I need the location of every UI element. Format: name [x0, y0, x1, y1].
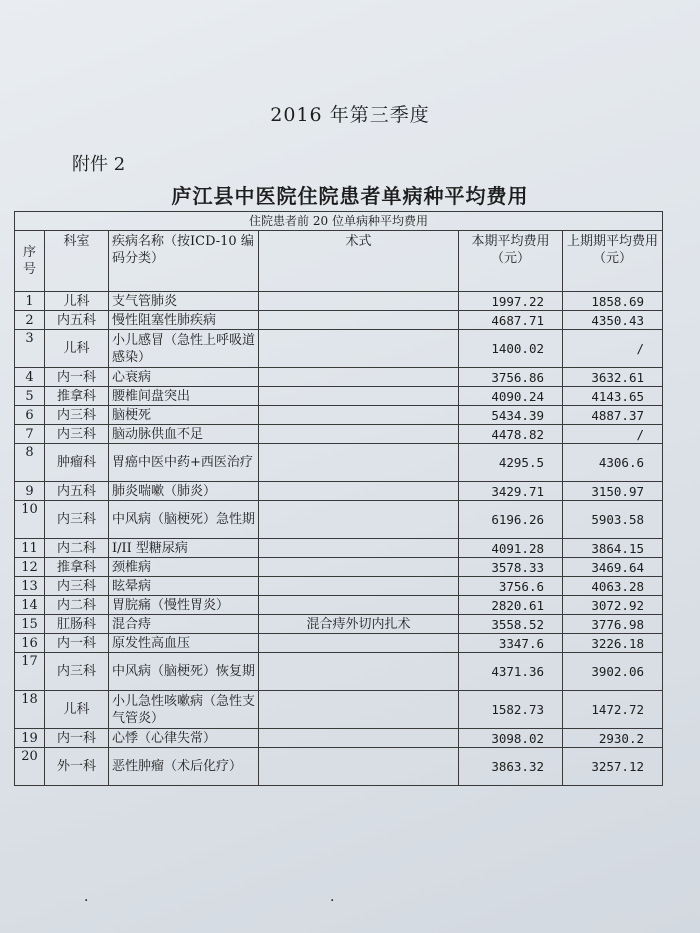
row-operation — [259, 634, 459, 653]
row-disease: 胃癌中医中药+西医治疗 — [109, 444, 259, 482]
attachment-label: 附件 2 — [72, 154, 126, 175]
table-row — [15, 444, 663, 482]
row-current-cost: 1582.73 — [459, 691, 563, 729]
row-index: 20 — [15, 748, 45, 786]
row-operation — [259, 425, 459, 444]
row-operation — [259, 577, 459, 596]
table-row — [15, 558, 663, 577]
quarter-heading: 2016 年第三季度 — [270, 104, 430, 126]
row-disease: 心衰病 — [109, 368, 259, 387]
row-dept: 内三科 — [45, 577, 109, 596]
row-dept: 内二科 — [45, 596, 109, 615]
row-index: 7 — [15, 425, 45, 444]
row-previous-cost: 1858.69 — [563, 292, 663, 311]
row-previous-cost: 3776.98 — [563, 615, 663, 634]
row-disease: 脑动脉供血不足 — [109, 425, 259, 444]
row-disease: 眩晕病 — [109, 577, 259, 596]
row-dept: 儿科 — [45, 691, 109, 729]
row-index: 13 — [15, 577, 45, 596]
row-disease: 小儿感冒（急性上呼吸道感染） — [109, 330, 259, 368]
row-previous-cost: / — [563, 425, 663, 444]
table-caption: 住院患者前 20 位单病种平均费用 — [15, 212, 663, 231]
row-index: 11 — [15, 539, 45, 558]
row-disease: 肺炎喘嗽（肺炎） — [109, 482, 259, 501]
table-row — [15, 615, 663, 634]
row-current-cost: 4090.24 — [459, 387, 563, 406]
row-index: 16 — [15, 634, 45, 653]
row-current-cost: 3756.86 — [459, 368, 563, 387]
row-disease: 混合痔 — [109, 615, 259, 634]
row-previous-cost: 4350.43 — [563, 311, 663, 330]
page-mark-middle: · — [330, 893, 335, 909]
document-title: 庐江县中医院住院患者单病种平均费用 — [171, 184, 529, 208]
row-disease: 中风病（脑梗死）急性期 — [109, 501, 259, 539]
row-operation — [259, 729, 459, 748]
row-operation — [259, 748, 459, 786]
row-dept: 内三科 — [45, 653, 109, 691]
row-index: 1 — [15, 292, 45, 311]
table-header-row — [15, 231, 663, 292]
row-index: 17 — [15, 653, 45, 691]
row-operation — [259, 292, 459, 311]
row-previous-cost: 3072.92 — [563, 596, 663, 615]
table-row — [15, 539, 663, 558]
row-current-cost: 3429.71 — [459, 482, 563, 501]
row-operation — [259, 501, 459, 539]
row-current-cost: 3347.6 — [459, 634, 563, 653]
row-dept: 外一科 — [45, 748, 109, 786]
row-operation — [259, 311, 459, 330]
row-operation — [259, 330, 459, 368]
row-operation — [259, 596, 459, 615]
row-current-cost: 3756.6 — [459, 577, 563, 596]
row-previous-cost: 3632.61 — [563, 368, 663, 387]
row-index: 9 — [15, 482, 45, 501]
row-previous-cost: / — [563, 330, 663, 368]
row-previous-cost: 3902.06 — [563, 653, 663, 691]
row-operation — [259, 406, 459, 425]
row-dept: 肿瘤科 — [45, 444, 109, 482]
row-disease: 慢性阻塞性肺疾病 — [109, 311, 259, 330]
row-dept: 推拿科 — [45, 558, 109, 577]
row-dept: 内三科 — [45, 425, 109, 444]
row-previous-cost: 3150.97 — [563, 482, 663, 501]
row-dept: 内五科 — [45, 311, 109, 330]
row-index: 18 — [15, 691, 45, 729]
row-disease: 颈椎病 — [109, 558, 259, 577]
table-row — [15, 653, 663, 691]
table-row — [15, 748, 663, 786]
row-current-cost: 3098.02 — [459, 729, 563, 748]
table-row — [15, 406, 663, 425]
row-dept: 内三科 — [45, 501, 109, 539]
row-operation — [259, 482, 459, 501]
row-previous-cost: 3226.18 — [563, 634, 663, 653]
row-disease: 腰椎间盘突出 — [109, 387, 259, 406]
row-operation: 混合痔外切内扎术 — [259, 615, 459, 634]
table-row — [15, 368, 663, 387]
row-current-cost: 3863.32 — [459, 748, 563, 786]
row-previous-cost: 1472.72 — [563, 691, 663, 729]
row-index: 19 — [15, 729, 45, 748]
row-current-cost: 4371.36 — [459, 653, 563, 691]
row-current-cost: 4295.5 — [459, 444, 563, 482]
cost-table — [14, 211, 663, 786]
row-dept: 肛肠科 — [45, 615, 109, 634]
header-disease: 疾病名称（按ICD-10 编码分类） — [109, 231, 259, 292]
row-dept: 推拿科 — [45, 387, 109, 406]
row-disease: 支气管肺炎 — [109, 292, 259, 311]
row-operation — [259, 539, 459, 558]
row-dept: 内二科 — [45, 539, 109, 558]
row-index: 10 — [15, 501, 45, 539]
row-dept: 儿科 — [45, 292, 109, 311]
table-row — [15, 330, 663, 368]
row-operation — [259, 558, 459, 577]
row-previous-cost: 3864.15 — [563, 539, 663, 558]
row-current-cost: 4091.28 — [459, 539, 563, 558]
row-dept: 内五科 — [45, 482, 109, 501]
row-current-cost: 4478.82 — [459, 425, 563, 444]
row-disease: 小儿急性咳嗽病（急性支气管炎） — [109, 691, 259, 729]
table-row — [15, 482, 663, 501]
row-disease: 恶性肿瘤（术后化疗） — [109, 748, 259, 786]
row-previous-cost: 4143.65 — [563, 387, 663, 406]
row-previous-cost: 4887.37 — [563, 406, 663, 425]
row-dept: 儿科 — [45, 330, 109, 368]
table-row — [15, 425, 663, 444]
header-dept: 科室 — [45, 231, 109, 292]
row-dept: 内一科 — [45, 368, 109, 387]
row-disease: I/II 型糖尿病 — [109, 539, 259, 558]
table-row — [15, 311, 663, 330]
row-previous-cost: 3257.12 — [563, 748, 663, 786]
row-previous-cost: 5903.58 — [563, 501, 663, 539]
table-row — [15, 292, 663, 311]
page-mark-left: · — [84, 893, 89, 909]
row-current-cost: 3558.52 — [459, 615, 563, 634]
table-row — [15, 596, 663, 615]
row-current-cost: 1400.02 — [459, 330, 563, 368]
row-index: 12 — [15, 558, 45, 577]
table-row — [15, 577, 663, 596]
row-current-cost: 5434.39 — [459, 406, 563, 425]
row-current-cost: 1997.22 — [459, 292, 563, 311]
row-dept: 内一科 — [45, 634, 109, 653]
row-disease: 脑梗死 — [109, 406, 259, 425]
row-operation — [259, 387, 459, 406]
header-current-cost: 本期平均费用（元） — [459, 231, 563, 292]
row-previous-cost: 4306.6 — [563, 444, 663, 482]
row-operation — [259, 444, 459, 482]
row-previous-cost: 2930.2 — [563, 729, 663, 748]
row-index: 2 — [15, 311, 45, 330]
row-current-cost: 2820.61 — [459, 596, 563, 615]
row-disease: 胃脘痛（慢性胃炎） — [109, 596, 259, 615]
header-index: 序号 — [15, 231, 45, 292]
table-row — [15, 729, 663, 748]
header-previous-cost: 上期期平均费用（元） — [563, 231, 663, 292]
row-current-cost: 3578.33 — [459, 558, 563, 577]
row-index: 15 — [15, 615, 45, 634]
table-row — [15, 634, 663, 653]
row-index: 4 — [15, 368, 45, 387]
row-operation — [259, 653, 459, 691]
row-operation — [259, 691, 459, 729]
row-previous-cost: 4063.28 — [563, 577, 663, 596]
row-operation — [259, 368, 459, 387]
row-dept: 内三科 — [45, 406, 109, 425]
table-row — [15, 691, 663, 729]
row-index: 6 — [15, 406, 45, 425]
table-row — [15, 387, 663, 406]
row-index: 8 — [15, 444, 45, 482]
row-disease: 心悸（心律失常） — [109, 729, 259, 748]
row-current-cost: 6196.26 — [459, 501, 563, 539]
table-row — [15, 501, 663, 539]
row-index: 3 — [15, 330, 45, 368]
row-dept: 内一科 — [45, 729, 109, 748]
row-current-cost: 4687.71 — [459, 311, 563, 330]
row-previous-cost: 3469.64 — [563, 558, 663, 577]
row-index: 14 — [15, 596, 45, 615]
header-operation: 术式 — [259, 231, 459, 292]
row-disease: 原发性高血压 — [109, 634, 259, 653]
row-index: 5 — [15, 387, 45, 406]
row-disease: 中风病（脑梗死）恢复期 — [109, 653, 259, 691]
